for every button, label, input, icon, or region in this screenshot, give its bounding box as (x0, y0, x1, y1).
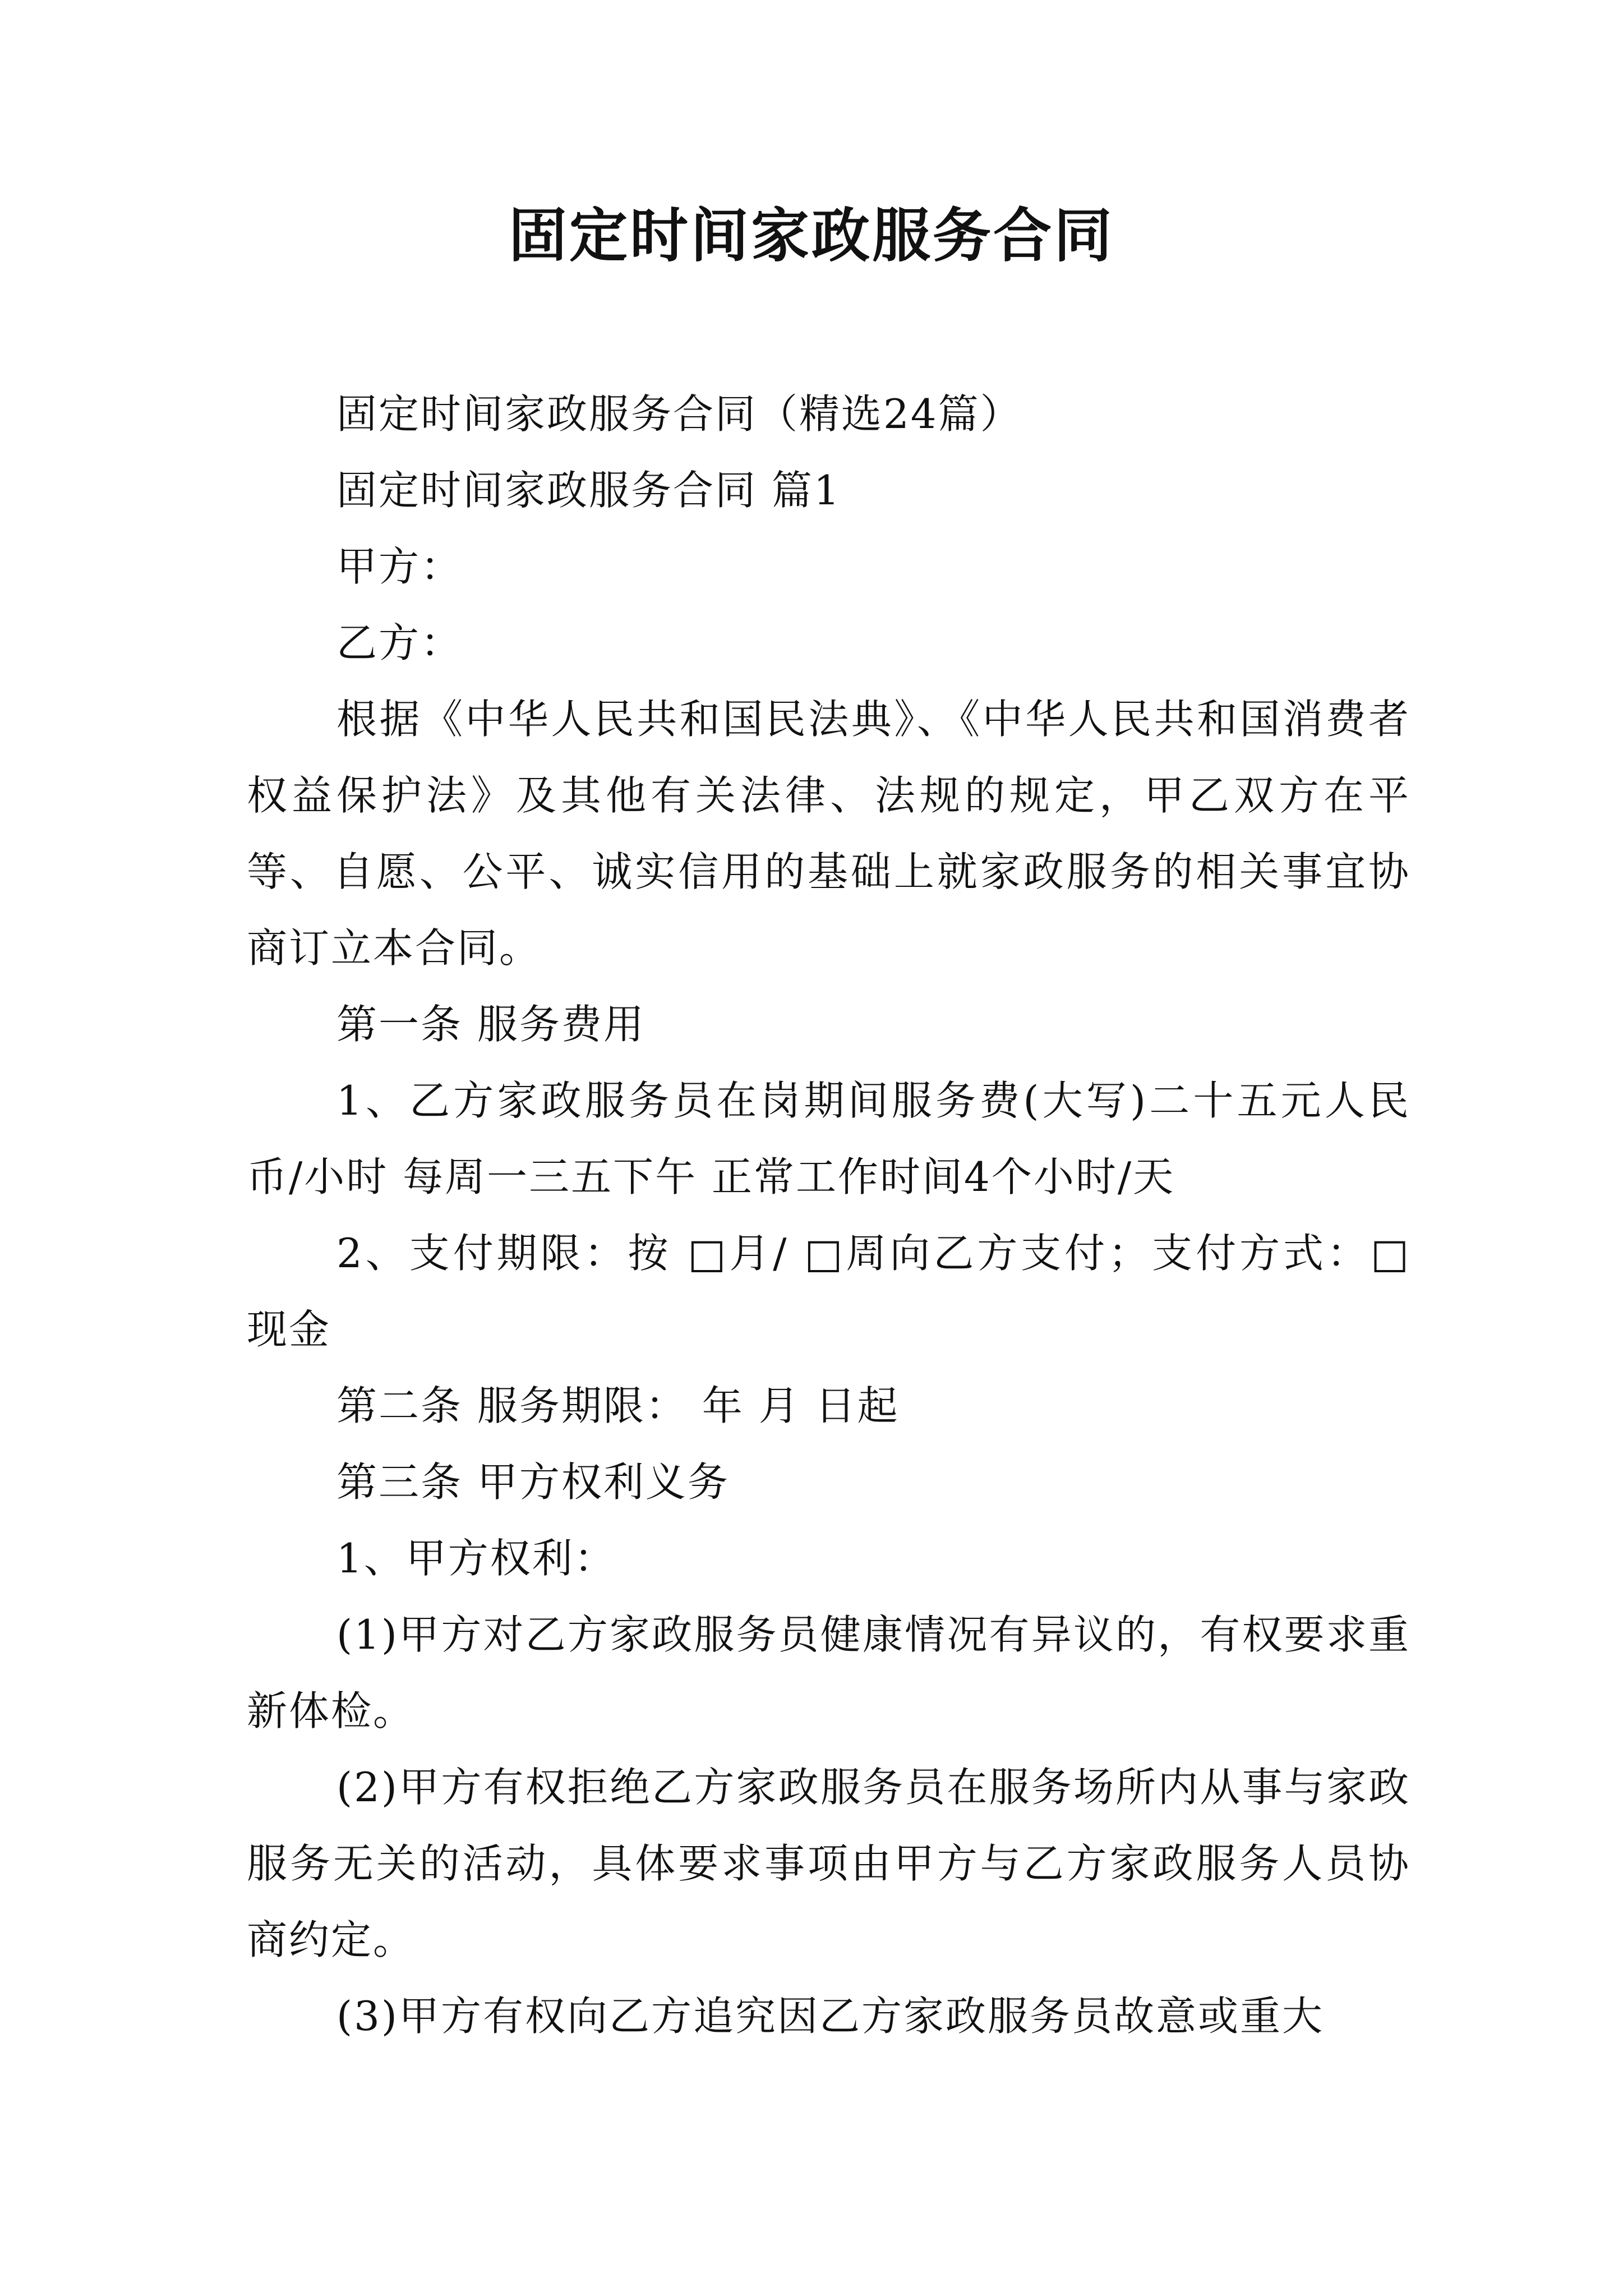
paragraph-service-fee: 1、乙方家政服务员在岗期间服务费(大写)二十五元人民币/小时 每周一三五下午 正常工作时间4个小时/天 (247, 1077, 1410, 1200)
paragraph-preamble: 根据《中华人民共和国民法典》、《中华人民共和国消费者权益保护法》及其他有关法律、法规的规定，甲乙双方在平等、自愿、公平、诚实信用的基础上就家政服务的相关事宜协商订立本合同。 (247, 696, 1410, 972)
paragraph-right-3: (3)甲方有权向乙方追究因乙方家政服务员故意或重大 (336, 1993, 1324, 2040)
paragraph-party-a: 甲方： (336, 543, 463, 590)
paragraph-article-1-heading: 第一条 服务费用 (336, 1001, 645, 1048)
paragraph-right-2: (2)甲方有权拒绝乙方家政服务员在服务场所内从事与家政服务无关的活动，具体要求事项由甲方与乙方家政服务人员协商约定。 (247, 1764, 1410, 1963)
paragraph-subtitle: 固定时间家政服务合同（精选24篇） (336, 390, 1022, 438)
document-title: 固定时间家政服务合同 (508, 201, 1114, 270)
paragraph-chapter-heading: 固定时间家政服务合同 篇1 (336, 467, 841, 514)
paragraph-right-1: (1)甲方对乙方家政服务员健康情况有异议的，有权要求重新体检。 (247, 1611, 1410, 1734)
paragraph-article-3-heading: 第三条 甲方权利义务 (336, 1458, 730, 1506)
paragraph-article-2-heading: 第二条 服务期限： 年 月 日起 (336, 1382, 900, 1429)
paragraph-payment-terms: 2、支付期限：按 □月/ □周向乙方支付；支付方式：□现金 (247, 1230, 1410, 1353)
paragraph-party-b: 乙方： (336, 619, 463, 666)
document-body (247, 376, 1410, 2054)
paragraph-party-a-rights: 1、甲方权利： (336, 1535, 616, 1582)
